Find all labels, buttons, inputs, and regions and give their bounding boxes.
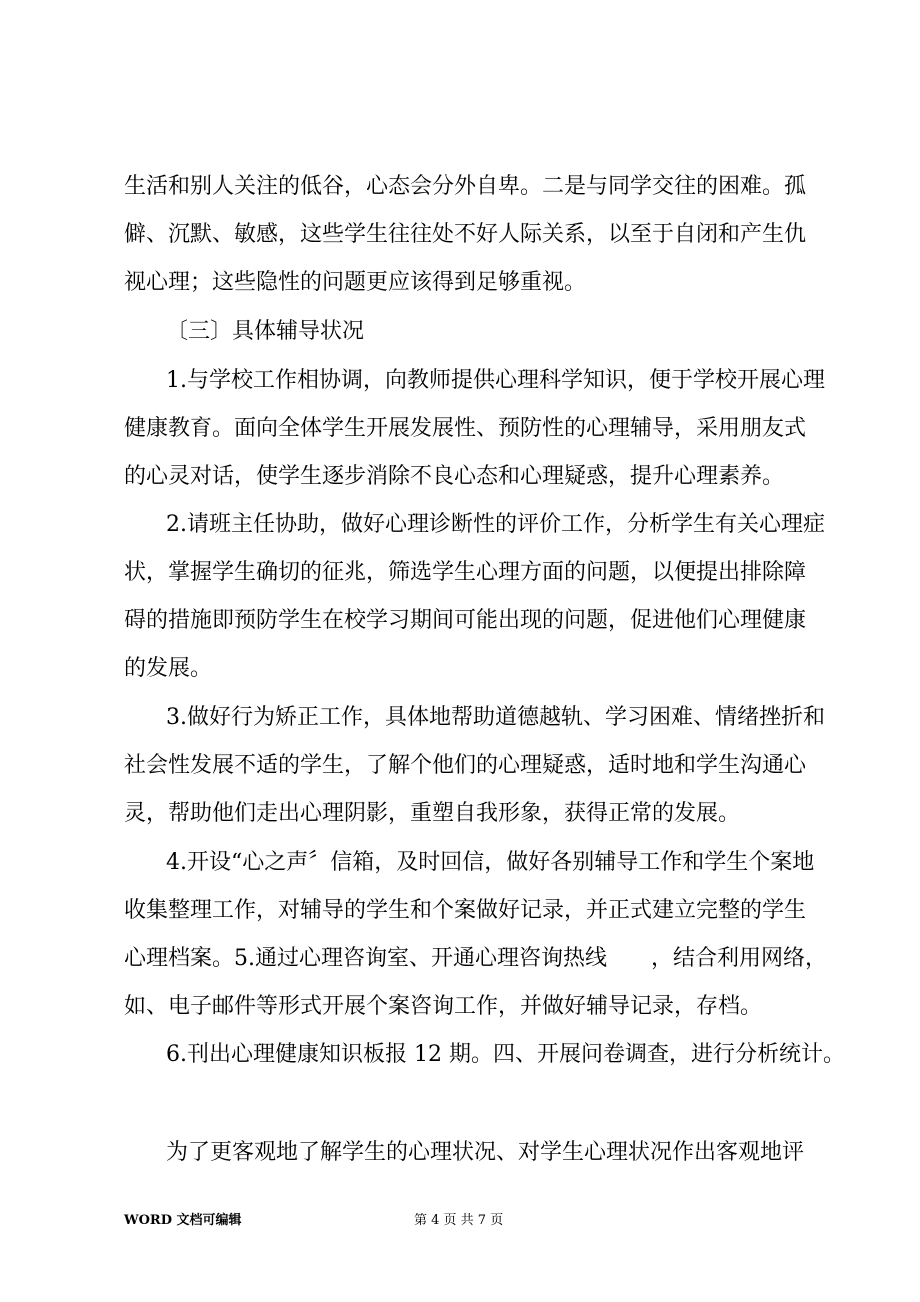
text-line: 僻、沉默、敏感，这些学生往往处不好人际关系，以至于自闭和产生仇 [124, 222, 807, 247]
text-line: 视心理；这些隐性的问题更应该得到足够重视。 [124, 270, 587, 295]
text-line: 生活和别人关注的低谷，心态会分外自卑。二是与同学交往的困难。孤 [124, 174, 807, 199]
page-number: 第 4 页 共 7 页 [414, 1213, 504, 1228]
text-line: 收集整理工作，对辅导的学生和个案做好记录，并正式建立完整的学生 [124, 898, 807, 923]
text-line: 灵，帮助他们走出心理阴影，重塑自我形象，获得正常的发展。 [124, 801, 741, 826]
text-line: 如、电子邮件等形式开展个案咨询工作，并做好辅导记录，存档。 [124, 994, 763, 1019]
text-line: 6.刊出心理健康知识板报 12 期。四、开展问卷调查，进行分析统计。 [166, 1042, 845, 1067]
text-line: 3.做好行为矫正工作，具体地帮助道德越轨、学习困难、情绪挫折和 [166, 705, 825, 730]
text-line: 社会性发展不适的学生，了解个他们的心理疑惑，适时地和学生沟通心 [124, 753, 807, 778]
text-line: 碍的措施即预防学生在校学习期间可能出现的问题，促进他们心理健康 [124, 608, 807, 633]
text-line: 状，掌握学生确切的征兆，筛选学生心理方面的问题，以便提出排除障 [124, 560, 807, 585]
text-line: 心理档案。5.通过心理咨询室、开通心理咨询热线 ，结合利用网络， [124, 946, 827, 971]
text-line: 为了更客观地了解学生的心理状况、对学生心理状况作出客观地评 [166, 1140, 805, 1165]
section-heading: 〔三〕具体辅导状况 [166, 319, 365, 344]
text-line: 1.与学校工作相协调，向教师提供心理科学知识，便于学校开展心理 [166, 368, 825, 393]
footer-label: WORD 文档可编辑 [124, 1213, 242, 1228]
text-line: 的发展。 [124, 656, 213, 681]
text-line: 健康教育。面向全体学生开展发展性、预防性的心理辅导，采用朋友式 [124, 416, 807, 441]
text-line: 2.请班主任协助，做好心理诊断性的评价工作，分析学生有关心理症 [166, 512, 825, 537]
text-line: 的心灵对话，使学生逐步消除不良心态和心理疑惑，提升心理素养。 [124, 464, 785, 489]
text-line: 4.开设“心之声〞信箱，及时回信，做好各别辅导工作和学生个案地 [166, 850, 815, 875]
